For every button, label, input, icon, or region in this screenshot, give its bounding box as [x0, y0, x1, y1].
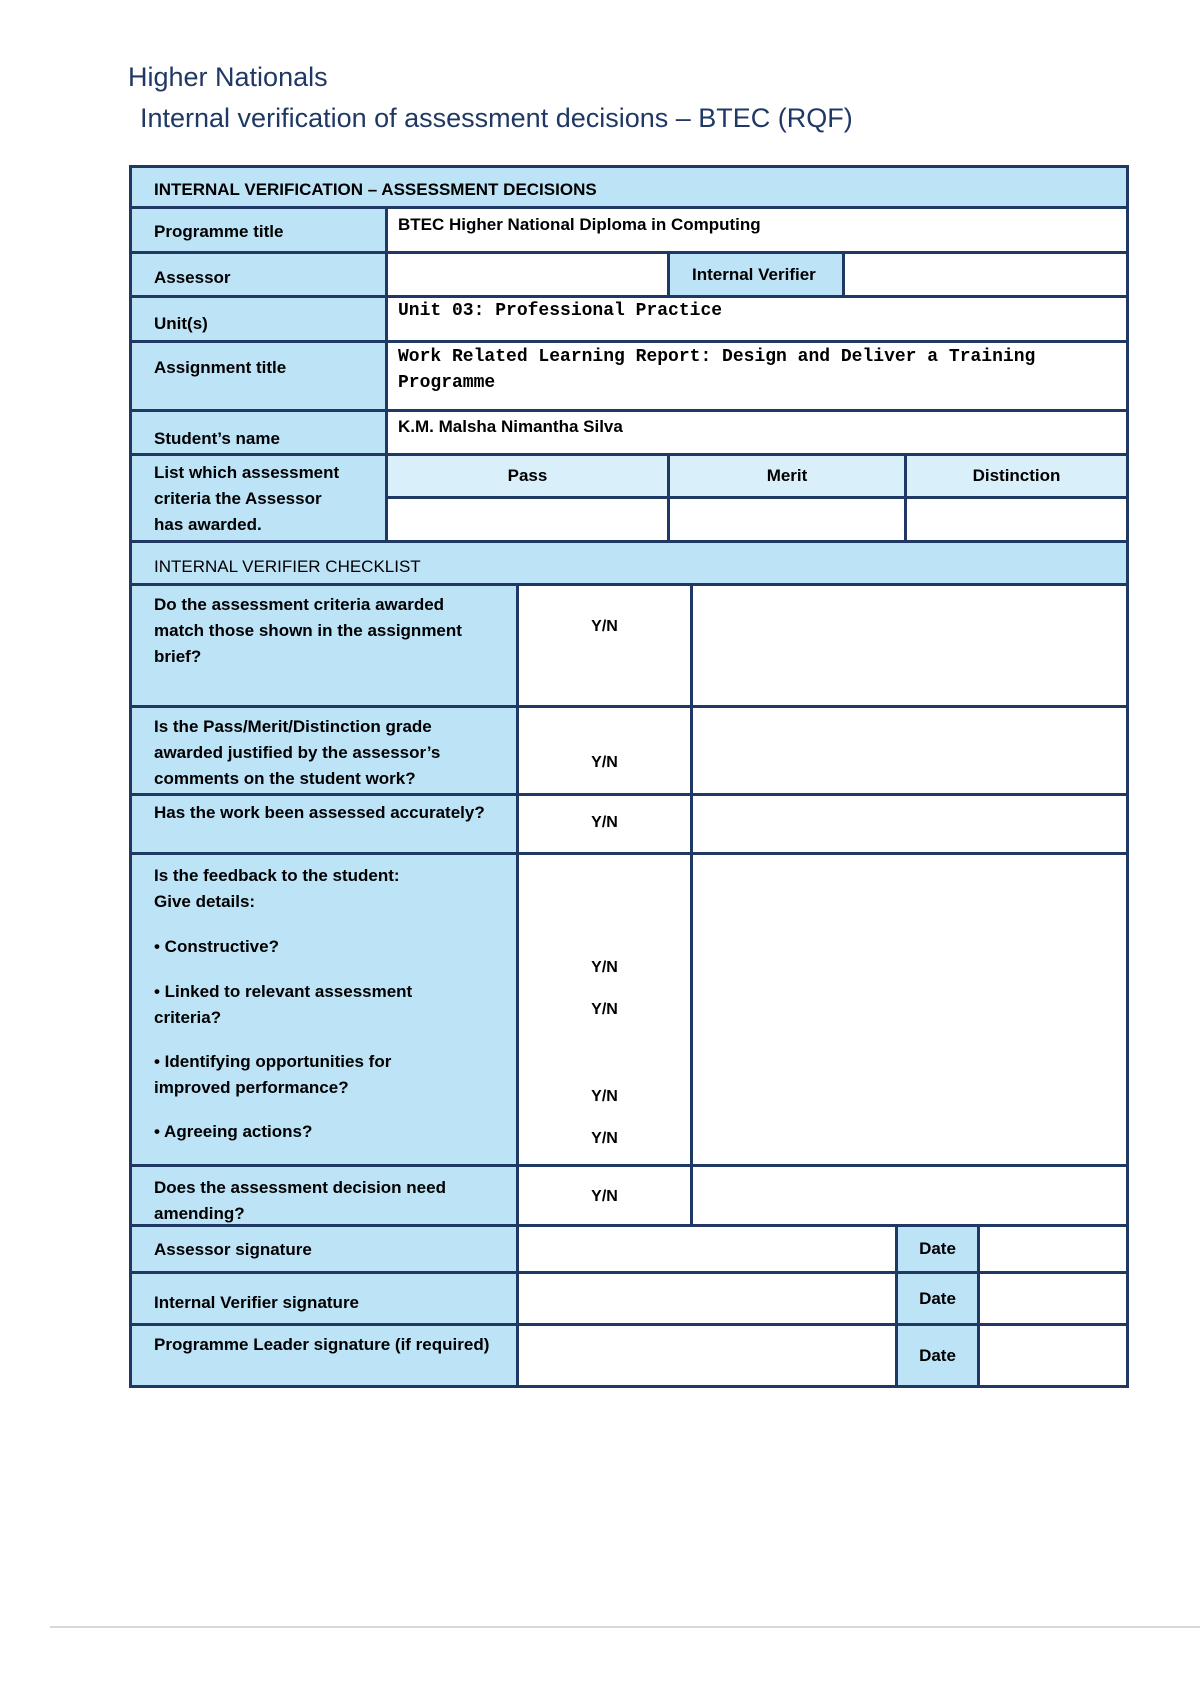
programme-title-value: BTEC Higher National Diploma in Computing: [398, 215, 761, 234]
q1-label: Do the assessment criteria awarded match those shown in the assignment brief?: [129, 583, 519, 708]
q2-yn-cell[interactable]: [516, 705, 693, 796]
checklist-title: INTERNAL VERIFIER CHECKLIST: [129, 540, 1129, 586]
units-label: Unit(s): [129, 295, 388, 343]
criteria-merit-header: Merit: [667, 453, 907, 499]
verifier-date-field[interactable]: [977, 1271, 1129, 1326]
q4-yn-agreeing: Y/N: [591, 1130, 618, 1147]
q1-comment[interactable]: [690, 583, 1129, 708]
leader-date-field[interactable]: [977, 1323, 1129, 1388]
q4-comment[interactable]: [690, 852, 1129, 1167]
criteria-pass-field[interactable]: [385, 496, 670, 543]
q4-item-constructive: • Constructive?: [154, 937, 279, 956]
q2-comment[interactable]: [690, 705, 1129, 796]
internal-verifier-label: Internal Verifier: [667, 251, 845, 298]
criteria-merit-field[interactable]: [667, 496, 907, 543]
leader-signature-label: Programme Leader signature (if required): [129, 1323, 519, 1388]
assessor-field[interactable]: [385, 251, 670, 298]
q4-label: [129, 852, 519, 1167]
q1-yn-cell[interactable]: [516, 583, 693, 708]
assessor-date-label: Date: [895, 1224, 980, 1274]
q4-yn-constructive: Y/N: [591, 959, 618, 976]
assignment-title-value: Work Related Learning Report: Design and Deliver a Training Programme: [398, 347, 1036, 393]
criteria-distinction-header: Distinction: [904, 453, 1129, 499]
q3-label: Has the work been assessed accurately?: [129, 793, 519, 855]
assignment-title-field[interactable]: [385, 340, 1129, 412]
q4-intro: Is the feedback to the student:: [154, 866, 400, 885]
q3-yn-cell[interactable]: [516, 793, 693, 855]
leader-date-label: Date: [895, 1323, 980, 1388]
q4-yn-cell[interactable]: [516, 852, 693, 1167]
verifier-signature-field[interactable]: [516, 1271, 898, 1326]
q1-yn: Y/N: [591, 618, 618, 635]
section-title: INTERNAL VERIFICATION – ASSESSMENT DECISIONS: [129, 165, 1129, 209]
criteria-pass-header: Pass: [385, 453, 670, 499]
student-name-value: K.M. Malsha Nimantha Silva: [398, 417, 623, 436]
q4-details: Give details:: [154, 892, 256, 911]
verifier-date-label: Date: [895, 1271, 980, 1326]
student-name-label: Student’s name: [129, 409, 388, 456]
criteria-label: List which assessment criteria the Assessor has awarded.: [129, 453, 388, 543]
verifier-signature-label: Internal Verifier signature: [129, 1271, 519, 1326]
q4-yn-linked: Y/N: [591, 1001, 618, 1018]
q2-yn: Y/N: [591, 754, 618, 771]
assessor-label: Assessor: [129, 251, 388, 298]
assessor-signature-field[interactable]: [516, 1224, 898, 1274]
units-value: Unit 03: Professional Practice: [398, 301, 723, 321]
assignment-title-label: Assignment title: [129, 340, 388, 412]
criteria-distinction-field[interactable]: [904, 496, 1129, 543]
assessor-signature-label: Assessor signature: [129, 1224, 519, 1274]
footer-divider: [50, 1626, 1200, 1628]
assessor-date-field[interactable]: [977, 1224, 1129, 1274]
student-name-field[interactable]: [385, 409, 1129, 456]
q2-label: Is the Pass/Merit/Distinction grade awarded justified by the assessor’s comments on the student work?: [129, 705, 519, 796]
q4-item-agreeing: • Agreeing actions?: [154, 1122, 313, 1141]
header-title: Higher Nationals: [128, 62, 328, 92]
q3-comment[interactable]: [690, 793, 1129, 855]
q5-yn: Y/N: [591, 1188, 618, 1205]
units-field[interactable]: [385, 295, 1129, 343]
q5-comment[interactable]: [690, 1164, 1129, 1227]
q4-item-linked: • Linked to relevant assessment criteria?: [154, 982, 413, 1027]
q5-label: Does the assessment decision need amending?: [129, 1164, 519, 1227]
programme-title-field[interactable]: [385, 206, 1129, 254]
q5-yn-cell[interactable]: [516, 1164, 693, 1227]
q4-item-opportunities: • Identifying opportunities for improved performance?: [154, 1052, 392, 1097]
q3-yn: Y/N: [591, 814, 618, 831]
internal-verifier-field[interactable]: [842, 251, 1129, 298]
leader-signature-field[interactable]: [516, 1323, 898, 1388]
programme-title-label: Programme title: [129, 206, 388, 254]
q4-yn-opportunities: Y/N: [591, 1088, 618, 1105]
header-subtitle: Internal verification of assessment decisions – BTEC (RQF): [140, 103, 853, 133]
